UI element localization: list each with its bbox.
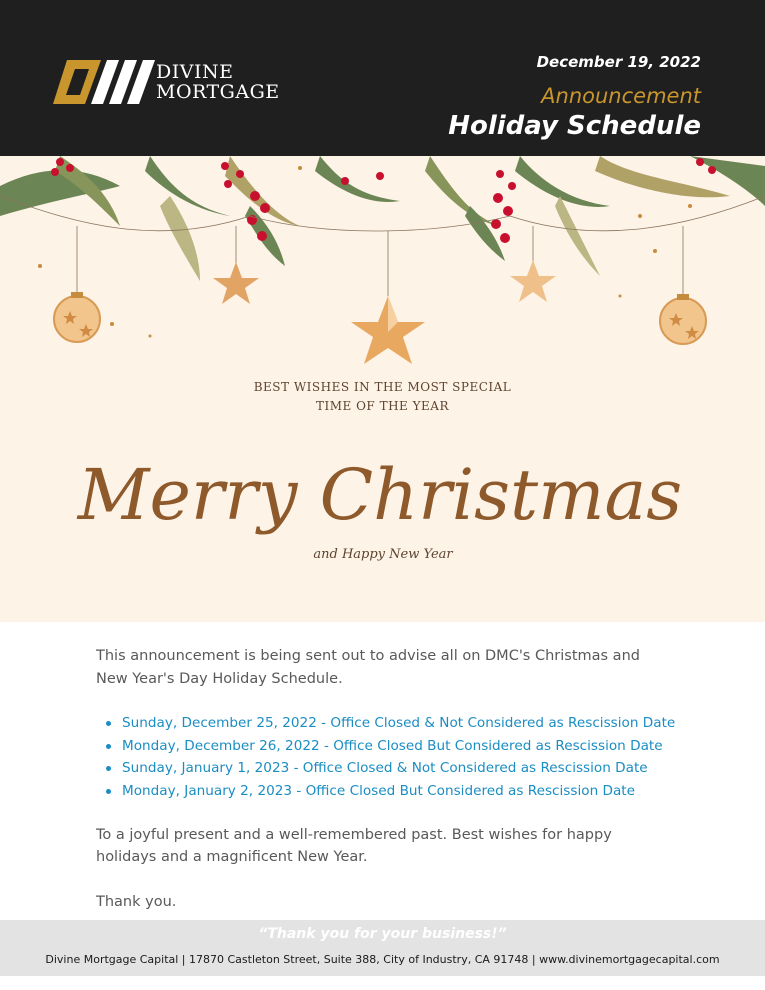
wish-line-1: BEST WISHES IN THE MOST SPECIAL <box>253 380 512 394</box>
christmas-banner <box>0 156 765 622</box>
intro-paragraph: This announcement is being sent out to advise all on DMC's Christmas and New Year's Day Holiday Schedule. <box>96 648 640 687</box>
holiday-date-list <box>106 712 676 803</box>
announcement-date: December 19, 2022 <box>536 53 701 71</box>
wish-line-2: TIME OF THE YEAR <box>315 399 449 413</box>
closing-paragraph: To a joyful present and a well-remembered past. Best wishes for happy holidays and a magnificent New Year. <box>96 826 612 866</box>
company-logo[interactable] <box>53 58 293 106</box>
logo-wordmark <box>156 62 280 102</box>
banner-wishes <box>0 378 765 416</box>
logo-mark-icon <box>53 60 157 104</box>
announcement-body <box>96 645 676 913</box>
footer-quote: “Thank you for your business!” <box>258 926 507 942</box>
footer-address: Divine Mortgage Capital | 17870 Castleton Street, Suite 388, City of Industry, CA 91748 | www.divinemortgagecapital.com <box>45 953 720 966</box>
thank-you-line: Thank you. <box>96 893 177 910</box>
page-title: Holiday Schedule <box>448 111 701 141</box>
holiday-date-item: Sunday, January 1, 2023 - Office Closed & Not Considered as Rescission Date <box>106 757 676 780</box>
script-title: Merry Christmas <box>77 454 683 536</box>
holiday-date-item: Monday, January 2, 2023 - Office Closed But Considered as Rescission Date <box>106 780 676 803</box>
logo-line-2: MORTGAGE <box>156 81 280 103</box>
footer-bar <box>0 920 765 976</box>
holiday-date-item: Monday, December 26, 2022 - Office Closed But Considered as Rescission Date <box>106 735 676 758</box>
holiday-date-item: Sunday, December 25, 2022 - Office Closed & Not Considered as Rescission Date <box>106 712 676 735</box>
logo-line-1: DIVINE <box>156 61 234 83</box>
announcement-kicker: Announcement <box>541 84 701 108</box>
script-subtitle: and Happy New Year <box>313 547 453 562</box>
header-bar <box>0 0 765 156</box>
